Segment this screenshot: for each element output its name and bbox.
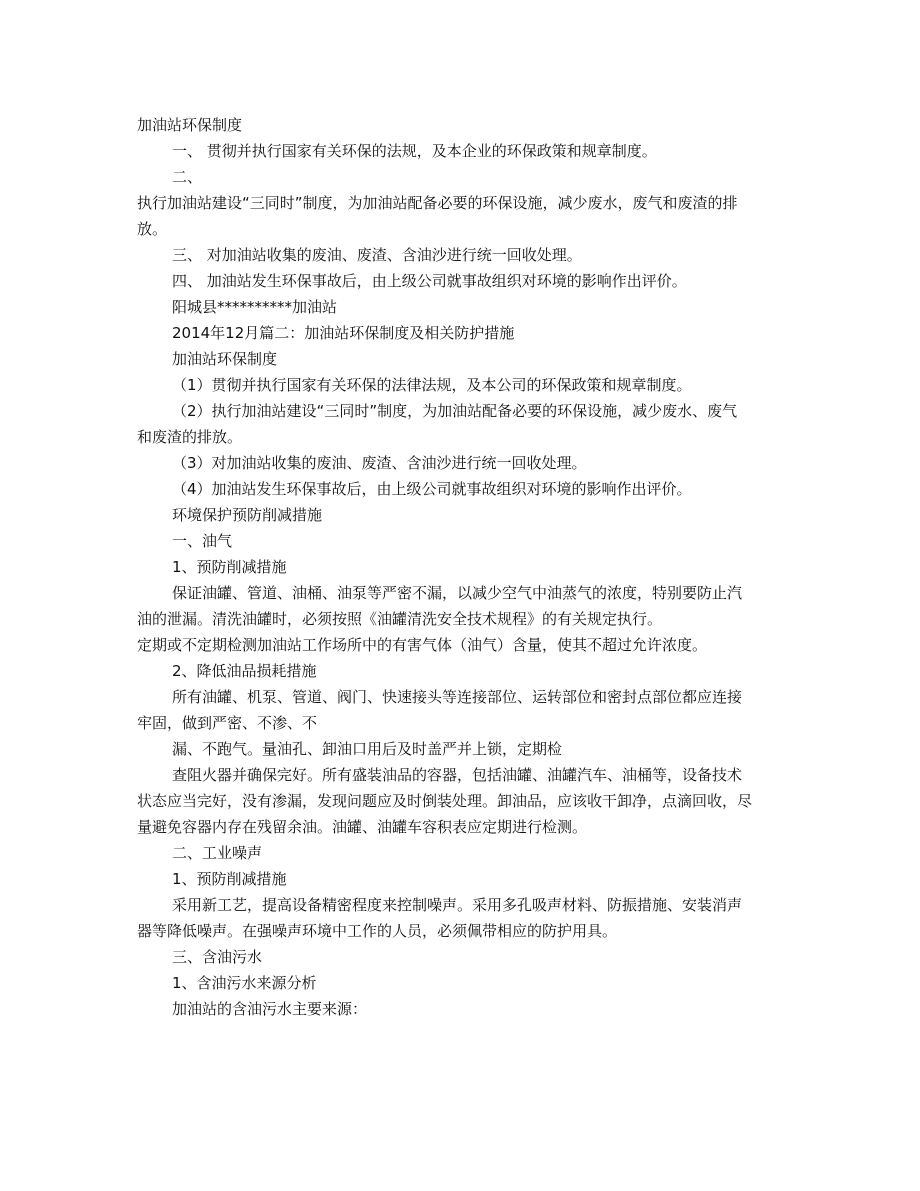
section-title-env-policy: 加油站环保制度 <box>172 350 278 368</box>
paragraph-line: 牢固，做到严密、不渗、不 <box>137 714 318 732</box>
paragraph-line: 量避免容器内存在残留余油。油罐、油罐车容积表应定期进行检测。 <box>137 818 588 836</box>
paragraph-line: 所有油罐、机泵、管道、阀门、快速接头等连接部位、运转部位和密封点部位都应连接 <box>172 688 743 706</box>
paragraph-line: 保证油罐、管道、油桶、油泵等严密不漏，以减少空气中油蒸气的浓度，特别要防止汽 <box>172 584 743 602</box>
paragraph-line: 器等降低噪声。在强噪声环境中工作的人员，必须佩带相应的防护用具。 <box>137 922 618 940</box>
clause-1: 一、 贯彻并执行国家有关环保的法规，及本企业的环保政策和规章制度。 <box>172 142 657 160</box>
clause-2-text-cont: 放。 <box>137 220 168 238</box>
item-3: （3）对加油站收集的废油、废渣、含油沙进行统一回收处理。 <box>172 454 587 472</box>
paragraph-line: 采用新工艺，提高设备精密程度来控制噪声。采用多孔吸声材料、防振措施、安装消声 <box>172 896 743 914</box>
paragraph-line: 漏、不跑气。量油孔、卸油口用后及时盖严并上锁，定期检 <box>172 740 563 758</box>
paragraph-line: 查阻火器并确保完好。所有盛装油品的容器，包括油罐、油罐汽车、油桶等，设备技术 <box>172 766 743 784</box>
document-page <box>137 112 777 1022</box>
clause-4: 四、 加油站发生环保事故后，由上级公司就事故组织对环境的影响作出评价。 <box>172 272 687 290</box>
heading-industrial-noise: 二、工业噪声 <box>172 844 263 862</box>
item-2: （2）执行加油站建设“三同时”制度，为加油站配备必要的环保设施，减少废水、废气 <box>172 402 738 420</box>
clause-3: 三、 对加油站收集的废油、废渣、含油沙进行统一回收处理。 <box>172 246 582 264</box>
clause-2-heading: 二、 <box>172 168 203 186</box>
heading-oil-vapor: 一、油气 <box>172 532 233 550</box>
paragraph-line: 加油站的含油污水主要来源： <box>172 1000 368 1018</box>
section-title-prevention: 环境保护预防削减措施 <box>172 506 323 524</box>
doc-title: 加油站环保制度 <box>137 116 243 134</box>
date-and-part-two-title: 2014年12月篇二：加油站环保制度及相关防护措施 <box>172 324 515 342</box>
item-4: （4）加油站发生环保事故后，由上级公司就事故组织对环境的影响作出评价。 <box>172 480 692 498</box>
signature-station: 阳城县**********加油站 <box>172 298 338 316</box>
subheading-loss-reduction: 2、降低油品损耗措施 <box>172 662 317 680</box>
paragraph-line: 油的泄漏。清洗油罐时，必须按照《油罐清洗安全技术规程》的有关规定执行。 <box>137 610 663 628</box>
heading-oily-wastewater: 三、含油污水 <box>172 948 263 966</box>
item-2-cont: 和废渣的排放。 <box>137 428 243 446</box>
paragraph-line: 状态应当完好，没有渗漏，发现问题应及时倒装处理。卸油品，应该收干卸净，点滴回收，尽 <box>137 792 753 810</box>
item-1: （1）贯彻并执行国家有关环保的法律法规，及本公司的环保政策和规章制度。 <box>172 376 692 394</box>
subheading-prevention-1: 1、预防削减措施 <box>172 558 287 576</box>
clause-2-text: 执行加油站建设“三同时”制度，为加油站配备必要的环保设施，减少废水，废气和废渣的排 <box>137 194 738 212</box>
subheading-prevention-2: 1、预防削减措施 <box>172 870 287 888</box>
subheading-wastewater-source: 1、含油污水来源分析 <box>172 974 317 992</box>
paragraph-line: 定期或不定期检测加油站工作场所中的有害气体（油气）含量，使其不超过允许浓度。 <box>137 636 708 654</box>
